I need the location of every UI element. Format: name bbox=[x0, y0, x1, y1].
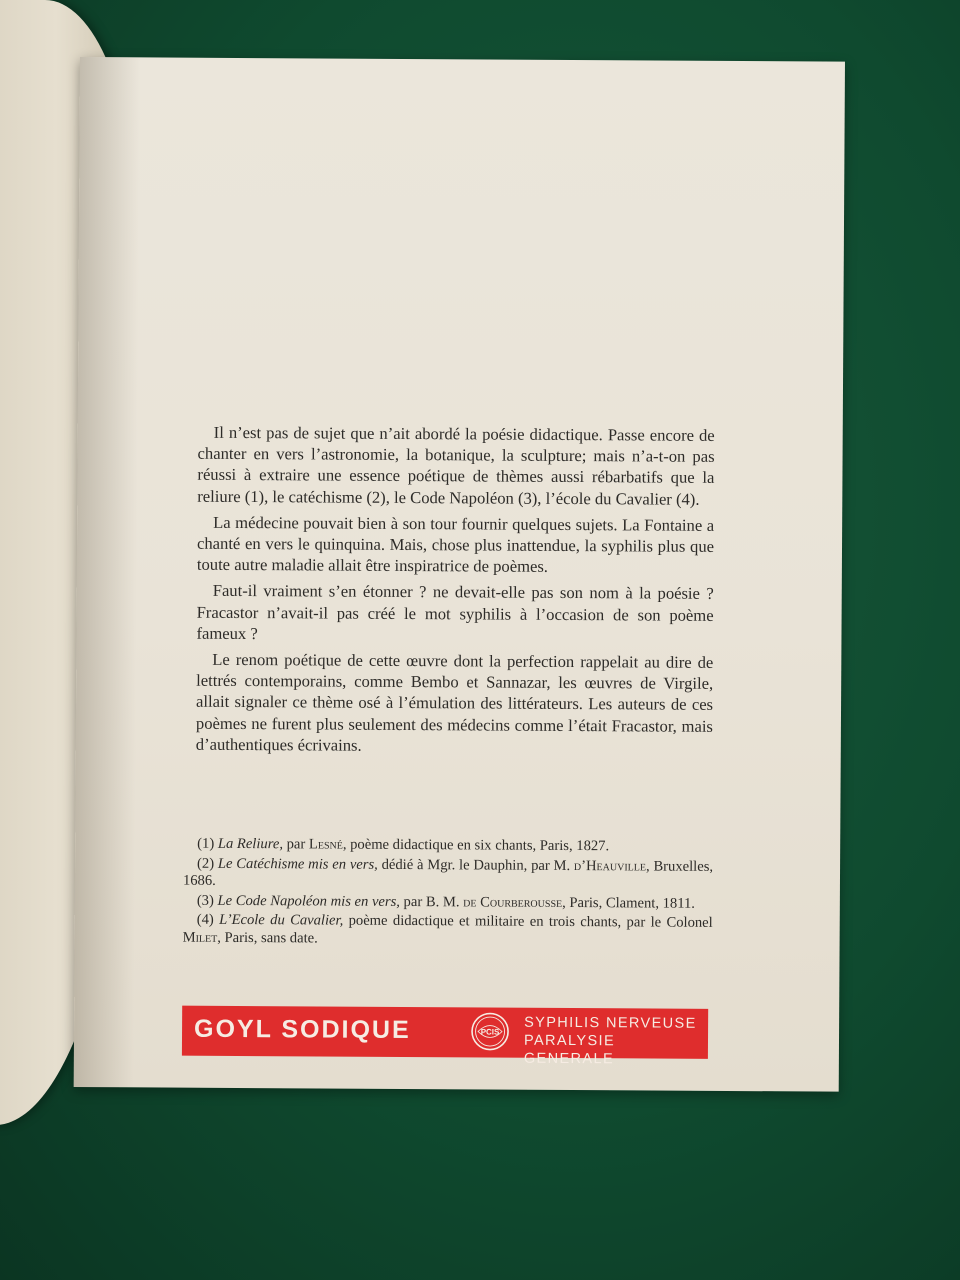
footnotes bbox=[183, 836, 714, 953]
footnote-author: d’Heauville bbox=[573, 857, 647, 875]
footnote-text: , poème didactique en six chants, Paris, 1827. bbox=[342, 836, 610, 855]
footnote-title: Le Code Napoléon mis en vers, bbox=[217, 892, 400, 910]
body-text bbox=[196, 422, 715, 763]
brand-name: GOYL SODIQUE bbox=[193, 1014, 411, 1045]
footnote-title: Le Catéchisme mis en vers, bbox=[217, 855, 378, 873]
slogan-line-1: SYPHILIS NERVEUSE bbox=[524, 1014, 697, 1032]
paragraph-4: Le renom poétique de cette œuvre dont la perfection rappelait au dire de lettrés contemporains, comme Bembo et Sannazar, les œuvres de Virgile, allait signaler ce thème osé à l’émulation des littérateurs. Les auteurs de ces poèmes ne furent plus seulement des médecins comme l’était Fracastor, mais d’authentiques écrivains. bbox=[195, 649, 714, 755]
footnote-4 bbox=[183, 912, 713, 950]
slogans bbox=[524, 1014, 708, 1069]
svg-text:PCIS: PCIS bbox=[480, 1027, 500, 1037]
footnote-title: La Reliure, bbox=[217, 835, 284, 853]
footnote-2 bbox=[183, 855, 713, 893]
paragraph-1: Il n’est pas de sujet que n’ait abordé la poésie didactique. Passe encore de chanter en vers l’astronomie, la botanique, la sculpture; mais n’a-t-on pas réussi à extraire une essence poétique de thèmes aussi rébarbatifs que la reliure (1), le catéchisme (2), le Code Napoléon (3), l’école du Cavalier (4). bbox=[197, 422, 715, 509]
footnote-number: (2) bbox=[197, 855, 215, 872]
footnote-author: Lesné bbox=[308, 836, 343, 853]
footnote-number: (3) bbox=[196, 892, 214, 909]
footnote-text: , Paris, Clament, 1811. bbox=[562, 894, 696, 912]
book-page bbox=[74, 57, 845, 1092]
footnote-text: poème didactique et militaire en trois chants, par le Colonel bbox=[343, 912, 713, 932]
footnote-text: par B. M. bbox=[399, 893, 464, 911]
footnote-text: , Bruxelles, 1686. bbox=[182, 858, 714, 890]
seal-logo-icon bbox=[470, 1011, 510, 1051]
footnote-author: de Courberousse bbox=[463, 894, 563, 911]
footnote-author: Milet bbox=[182, 929, 218, 946]
footnote-text: dédié à Mgr. le Dauphin, par M. bbox=[377, 856, 575, 874]
footnote-number: (1) bbox=[197, 835, 215, 852]
footnote-text: , Paris, sans date. bbox=[217, 929, 318, 947]
advertisement-banner bbox=[182, 1006, 708, 1068]
footnote-1 bbox=[183, 836, 713, 857]
footnote-text: par bbox=[282, 836, 309, 853]
footnote-3 bbox=[183, 892, 713, 913]
page-gutter-shadow bbox=[74, 57, 140, 1087]
slogan-line-2: PARALYSIE GENERALE bbox=[523, 1032, 616, 1068]
paragraph-2: La médecine pouvait bien à son tour fournir quelques sujets. La Fontaine a chanté en vers le quinquina. Mais, chose plus inattendue, la syphilis plus que toute autre maladie allait être inspiratrice de poèmes. bbox=[196, 512, 715, 577]
footnote-title: L’Ecole du Cavalier, bbox=[219, 912, 344, 929]
paragraph-3: Faut-il vraiment s’en étonner ? ne devait-elle pas son nom à la poésie ? Fracastor n’avait-il pas créé le mot syphilis à l’occasion de son poème fameux ? bbox=[196, 581, 714, 643]
footnote-number: (4) bbox=[196, 912, 214, 929]
